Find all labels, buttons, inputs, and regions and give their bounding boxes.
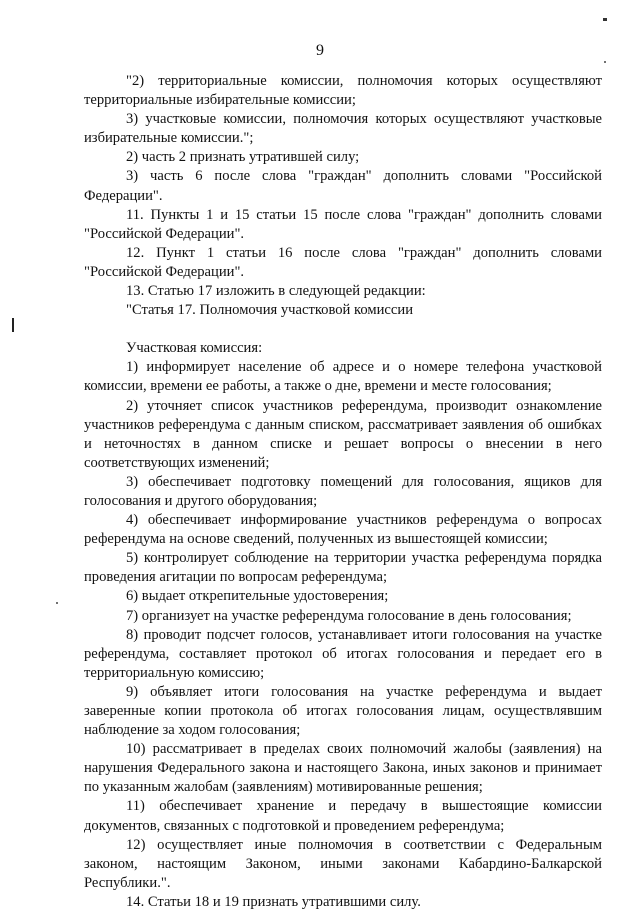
list-item: 7) организует на участке референдума голосование в день голосования;: [126, 607, 572, 624]
paragraph: 11. Пункты 1 и 15 статьи 15 после слова "граждан" дополнить словами "Российской Федерации".: [84, 206, 602, 242]
paragraph: 12. Пункт 1 статьи 16 после слова "граждан" дополнить словами "Российской Федерации".: [84, 244, 602, 280]
list-item: 1) информирует население об адресе и о номере телефона участковой комиссии, времени ее работы, а также о дне, времени и месте голосования;: [84, 359, 602, 395]
scan-dot: [604, 61, 606, 63]
paragraph: 13. Статью 17 изложить в следующей редакции:: [126, 283, 426, 300]
list-item: 2) уточняет список участников референдума, производит ознакомление участников референдума с данным списком, рассматривает заявления об ошибках и неточностях в данном списке и решает вопросы о внесении в него соответствующих изменений;: [84, 397, 602, 471]
list-item: 10) рассматривает в пределах своих полномочий жалобы (заявления) на нарушения Федерального закона и настоящего Закона, иных законов и принимает по указанным жалобам (заявлениям) мотивированные решения;: [84, 741, 602, 796]
article-heading: "Статья 17. Полномочия участковой комиссии: [126, 302, 414, 319]
list-item: 11) обеспечивает хранение и передачу в вышестоящие комиссии документов, связанных с подготовкой и проведением референдума;: [84, 798, 602, 834]
document-body: [84, 72, 602, 912]
list-item: 3) обеспечивает подготовку помещений для голосования, ящиков для голосования и другого оборудования;: [84, 473, 602, 509]
paragraph: 3) часть 6 после слова "граждан" дополнить словами "Российской Федерации".: [84, 168, 602, 204]
scan-dot: [56, 602, 58, 604]
paragraph: Участковая комиссия:: [126, 340, 263, 357]
scan-mark-top-right: [603, 18, 607, 21]
list-item: 4) обеспечивает информирование участников референдума о вопросах референдума на основе сведений, полученных из вышестоящей комиссии;: [84, 512, 602, 548]
list-item: 8) проводит подсчет голосов, устанавливает итоги голосования на участке референдума, составляет протокол об итогах голосования и передает его в территориальную комиссию;: [84, 626, 602, 681]
paragraph: 2) часть 2 признать утратившей силу;: [126, 149, 360, 166]
list-item: 6) выдает открепительные удостоверения;: [126, 588, 389, 605]
paragraph: 3) участковые комиссии, полномочия которых осуществляют участковые избирательные комиссии.";: [84, 111, 602, 147]
blank-line: [84, 320, 602, 339]
list-item: 5) контролирует соблюдение на территории участка референдума порядка проведения агитации по вопросам референдума;: [84, 550, 602, 586]
page-number: 9: [316, 42, 324, 59]
list-item: 9) объявляет итоги голосования на участке референдума и выдает заверенные копии протокола об итогах голосования лицам, осуществлявшим наблюдение за ходом голосования;: [84, 683, 602, 739]
list-item: 12) осуществляет иные полномочия в соответствии с Федеральным законом, настоящим Законом, иными законами Кабардино-Балкарской Республики.".: [84, 836, 602, 891]
paragraph: 14. Статьи 18 и 19 признать утратившими силу.: [126, 893, 421, 910]
scan-mark-left: [12, 318, 14, 332]
paragraph: "2) территориальные комиссии, полномочия которых осуществляют территориальные избирательные комиссии;: [84, 73, 602, 109]
